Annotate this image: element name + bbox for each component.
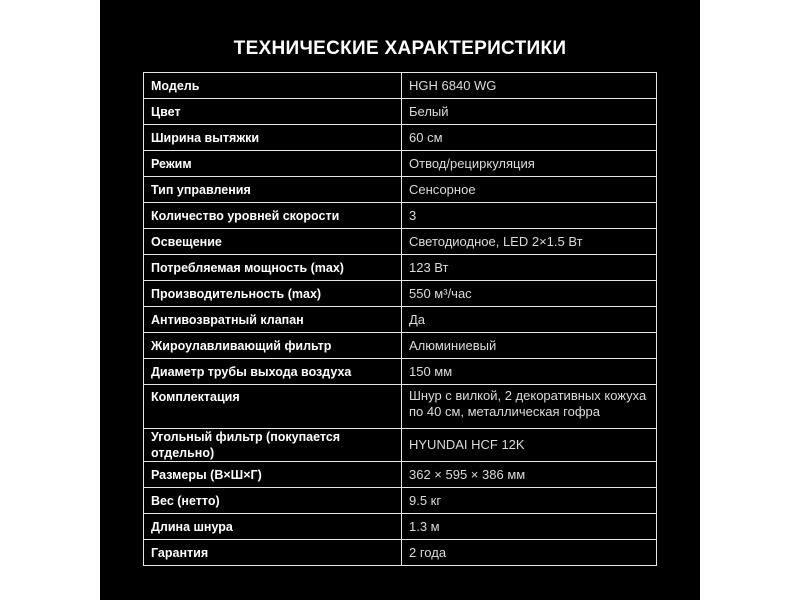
table-row xyxy=(144,514,657,540)
table-row xyxy=(144,73,657,99)
spec-table xyxy=(143,72,657,566)
table-row xyxy=(144,429,657,462)
spec-panel xyxy=(100,0,700,600)
table-row xyxy=(144,488,657,514)
table-row xyxy=(144,255,657,281)
table-row xyxy=(144,229,657,255)
spec-key: Цвет xyxy=(144,99,402,125)
spec-key: Тип управления xyxy=(144,177,402,203)
spec-value: 2 года xyxy=(402,540,657,566)
spec-value: 9.5 кг xyxy=(402,488,657,514)
table-row xyxy=(144,151,657,177)
table-row xyxy=(144,125,657,151)
spec-value: HYUNDAI HCF 12K xyxy=(402,429,657,462)
spec-key: Длина шнура xyxy=(144,514,402,540)
spec-value: 362 × 595 × 386 мм xyxy=(402,462,657,488)
spec-value: 150 мм xyxy=(402,359,657,385)
spec-value: Да xyxy=(402,307,657,333)
spec-key: Антивозвратный клапан xyxy=(144,307,402,333)
spec-value: HGH 6840 WG xyxy=(402,73,657,99)
table-row xyxy=(144,359,657,385)
table-row xyxy=(144,99,657,125)
table-row xyxy=(144,203,657,229)
spec-key: Гарантия xyxy=(144,540,402,566)
spec-value: Алюминиевый xyxy=(402,333,657,359)
spec-value: Светодиодное, LED 2×1.5 Вт xyxy=(402,229,657,255)
spec-value: 550 м³/час xyxy=(402,281,657,307)
spec-key: Комплектация xyxy=(144,385,402,429)
spec-key: Диаметр трубы выхода воздуха xyxy=(144,359,402,385)
spec-key: Размеры (В×Ш×Г) xyxy=(144,462,402,488)
spec-value: 3 xyxy=(402,203,657,229)
spec-value: Шнур с вилкой, 2 декоративных кожуха по 40 см, металлическая гофра xyxy=(402,385,657,429)
spec-key: Ширина вытяжки xyxy=(144,125,402,151)
table-row xyxy=(144,462,657,488)
spec-key: Потребляемая мощность (max) xyxy=(144,255,402,281)
table-row xyxy=(144,281,657,307)
spec-key: Вес (нетто) xyxy=(144,488,402,514)
spec-value: 60 см xyxy=(402,125,657,151)
table-row xyxy=(144,385,657,429)
table-row xyxy=(144,333,657,359)
page-title: ТЕХНИЧЕСКИЕ ХАРАКТЕРИСТИКИ xyxy=(233,38,567,59)
spec-key: Количество уровней скорости xyxy=(144,203,402,229)
spec-value: 1.3 м xyxy=(402,514,657,540)
table-row xyxy=(144,307,657,333)
spec-value: Белый xyxy=(402,99,657,125)
spec-value: Сенсорное xyxy=(402,177,657,203)
spec-key: Жироулавливающий фильтр xyxy=(144,333,402,359)
spec-key: Модель xyxy=(144,73,402,99)
spec-key: Режим xyxy=(144,151,402,177)
spec-value: Отвод/рециркуляция xyxy=(402,151,657,177)
spec-key: Производительность (max) xyxy=(144,281,402,307)
spec-key: Освещение xyxy=(144,229,402,255)
spec-key: Угольный фильтр (покупается отдельно) xyxy=(144,429,402,462)
table-row xyxy=(144,177,657,203)
spec-value: 123 Вт xyxy=(402,255,657,281)
table-row xyxy=(144,540,657,566)
